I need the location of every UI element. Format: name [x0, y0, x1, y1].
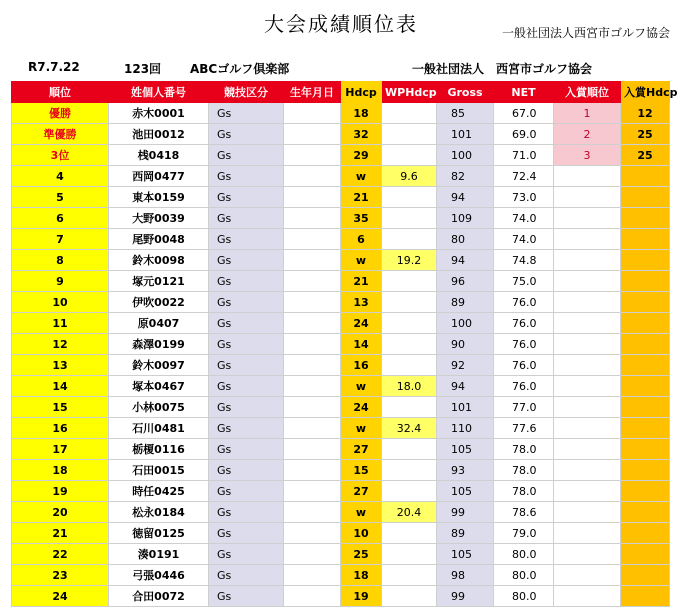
- birth-cell: [284, 355, 341, 376]
- prize-hdcp-cell: [621, 313, 670, 334]
- name-cell: 尾野0048: [109, 229, 209, 250]
- rank-cell: 20: [12, 502, 109, 523]
- category-cell: Gs: [209, 208, 284, 229]
- table-row: [12, 439, 670, 460]
- wphdcp-cell: 19.2: [382, 250, 437, 271]
- birth-cell: [284, 124, 341, 145]
- rank-cell: 4: [12, 166, 109, 187]
- hdcp-cell: 27: [341, 439, 382, 460]
- rank-cell: 10: [12, 292, 109, 313]
- birth-cell: [284, 523, 341, 544]
- organization-name: 一般社団法人西宮市ゴルフ協会: [501, 26, 670, 40]
- wphdcp-cell: [382, 586, 437, 607]
- table-header-row: [12, 82, 670, 103]
- category-cell: Gs: [209, 397, 284, 418]
- rank-cell: 21: [12, 523, 109, 544]
- net-cell: 75.0: [494, 271, 554, 292]
- category-cell: Gs: [209, 586, 284, 607]
- table-row: [12, 565, 670, 586]
- gross-cell: 101: [437, 124, 494, 145]
- prize-hdcp-cell: [621, 586, 670, 607]
- rank-cell: 15: [12, 397, 109, 418]
- hdcp-cell: 29: [341, 145, 382, 166]
- hdcp-cell: 10: [341, 523, 382, 544]
- gross-cell: 89: [437, 523, 494, 544]
- page-title: 大会成績順位表: [264, 12, 418, 36]
- rank-cell: 5: [12, 187, 109, 208]
- net-cell: 77.0: [494, 397, 554, 418]
- hdcp-cell: 32: [341, 124, 382, 145]
- rank-cell: 8: [12, 250, 109, 271]
- hdcp-cell: 18: [341, 565, 382, 586]
- table-row: [12, 523, 670, 544]
- wphdcp-cell: [382, 544, 437, 565]
- table-row: [12, 271, 670, 292]
- net-cell: 77.6: [494, 418, 554, 439]
- rank-cell: 12: [12, 334, 109, 355]
- name-cell: 池田0012: [109, 124, 209, 145]
- net-cell: 76.0: [494, 334, 554, 355]
- net-cell: 67.0: [494, 103, 554, 124]
- net-cell: 76.0: [494, 292, 554, 313]
- prize-hdcp-cell: [621, 397, 670, 418]
- rank-cell: 24: [12, 586, 109, 607]
- prize-rank-cell: [554, 523, 621, 544]
- prize-hdcp-cell: [621, 544, 670, 565]
- rank-cell: 11: [12, 313, 109, 334]
- gross-cell: 85: [437, 103, 494, 124]
- prize-rank-cell: [554, 481, 621, 502]
- prize-rank-cell: [554, 544, 621, 565]
- name-cell: 合田0072: [109, 586, 209, 607]
- name-cell: 塚本0467: [109, 376, 209, 397]
- table-row: [12, 250, 670, 271]
- organizer-name: 一般社団法人 西宮市ゴルフ協会: [412, 62, 593, 76]
- rank-cell: 14: [12, 376, 109, 397]
- name-cell: 東本0159: [109, 187, 209, 208]
- rank-cell: 6: [12, 208, 109, 229]
- category-cell: Gs: [209, 166, 284, 187]
- prize-rank-cell: [554, 271, 621, 292]
- prize-hdcp-cell: [621, 481, 670, 502]
- category-cell: Gs: [209, 292, 284, 313]
- prize-hdcp-cell: 12: [621, 103, 670, 124]
- gross-cell: 92: [437, 355, 494, 376]
- gross-cell: 90: [437, 334, 494, 355]
- table-row: [12, 460, 670, 481]
- header-category: 競技区分: [209, 82, 284, 103]
- category-cell: Gs: [209, 187, 284, 208]
- birth-cell: [284, 187, 341, 208]
- net-cell: 80.0: [494, 586, 554, 607]
- hdcp-cell: w: [341, 166, 382, 187]
- name-cell: 弓張0446: [109, 565, 209, 586]
- rank-cell: 19: [12, 481, 109, 502]
- name-cell: 西岡0477: [109, 166, 209, 187]
- gross-cell: 93: [437, 460, 494, 481]
- rank-cell: 3位: [12, 145, 109, 166]
- prize-hdcp-cell: [621, 502, 670, 523]
- prize-rank-cell: [554, 586, 621, 607]
- table-row: [12, 418, 670, 439]
- birth-cell: [284, 418, 341, 439]
- prize-hdcp-cell: [621, 376, 670, 397]
- category-cell: Gs: [209, 250, 284, 271]
- wphdcp-cell: [382, 124, 437, 145]
- name-cell: 湊0191: [109, 544, 209, 565]
- table-row: [12, 397, 670, 418]
- birth-cell: [284, 586, 341, 607]
- hdcp-cell: 15: [341, 460, 382, 481]
- wphdcp-cell: [382, 397, 437, 418]
- name-cell: 石田0015: [109, 460, 209, 481]
- net-cell: 76.0: [494, 355, 554, 376]
- prize-rank-cell: [554, 250, 621, 271]
- hdcp-cell: 27: [341, 481, 382, 502]
- net-cell: 74.0: [494, 208, 554, 229]
- prize-hdcp-cell: [621, 208, 670, 229]
- event-date: R7.7.22: [28, 60, 80, 74]
- prize-hdcp-cell: 25: [621, 124, 670, 145]
- table-row: [12, 334, 670, 355]
- prize-rank-cell: 1: [554, 103, 621, 124]
- wphdcp-cell: [382, 187, 437, 208]
- net-cell: 72.4: [494, 166, 554, 187]
- wphdcp-cell: [382, 229, 437, 250]
- prize-rank-cell: [554, 502, 621, 523]
- prize-hdcp-cell: [621, 460, 670, 481]
- rank-cell: 9: [12, 271, 109, 292]
- net-cell: 78.0: [494, 439, 554, 460]
- gross-cell: 110: [437, 418, 494, 439]
- name-cell: 鈴木0098: [109, 250, 209, 271]
- header-rank: 順位: [12, 82, 109, 103]
- birth-cell: [284, 250, 341, 271]
- category-cell: Gs: [209, 124, 284, 145]
- gross-cell: 105: [437, 439, 494, 460]
- name-cell: 松永0184: [109, 502, 209, 523]
- gross-cell: 99: [437, 502, 494, 523]
- hdcp-cell: 18: [341, 103, 382, 124]
- birth-cell: [284, 292, 341, 313]
- birth-cell: [284, 103, 341, 124]
- name-cell: 徳留0125: [109, 523, 209, 544]
- birth-cell: [284, 271, 341, 292]
- net-cell: 78.6: [494, 502, 554, 523]
- birth-cell: [284, 208, 341, 229]
- birth-cell: [284, 565, 341, 586]
- prize-hdcp-cell: [621, 250, 670, 271]
- prize-rank-cell: [554, 313, 621, 334]
- wphdcp-cell: [382, 481, 437, 502]
- rank-cell: 準優勝: [12, 124, 109, 145]
- wphdcp-cell: 32.4: [382, 418, 437, 439]
- prize-hdcp-cell: [621, 166, 670, 187]
- birth-cell: [284, 166, 341, 187]
- birth-cell: [284, 397, 341, 418]
- birth-cell: [284, 334, 341, 355]
- net-cell: 74.8: [494, 250, 554, 271]
- hdcp-cell: 24: [341, 313, 382, 334]
- name-cell: 大野0039: [109, 208, 209, 229]
- hdcp-cell: w: [341, 376, 382, 397]
- category-cell: Gs: [209, 145, 284, 166]
- prize-rank-cell: 2: [554, 124, 621, 145]
- wphdcp-cell: 20.4: [382, 502, 437, 523]
- hdcp-cell: 19: [341, 586, 382, 607]
- prize-hdcp-cell: [621, 418, 670, 439]
- wphdcp-cell: [382, 292, 437, 313]
- gross-cell: 82: [437, 166, 494, 187]
- hdcp-cell: 24: [341, 397, 382, 418]
- hdcp-cell: 35: [341, 208, 382, 229]
- net-cell: 73.0: [494, 187, 554, 208]
- prize-hdcp-cell: [621, 523, 670, 544]
- hdcp-cell: 14: [341, 334, 382, 355]
- net-cell: 71.0: [494, 145, 554, 166]
- name-cell: 赤木0001: [109, 103, 209, 124]
- table-row: [12, 586, 670, 607]
- table-row: [12, 313, 670, 334]
- wphdcp-cell: [382, 313, 437, 334]
- category-cell: Gs: [209, 355, 284, 376]
- header-hdcp: Hdcp: [341, 82, 382, 103]
- net-cell: 80.0: [494, 565, 554, 586]
- net-cell: 79.0: [494, 523, 554, 544]
- birth-cell: [284, 229, 341, 250]
- header-wphdcp: WPHdcp: [382, 82, 437, 103]
- category-cell: Gs: [209, 523, 284, 544]
- wphdcp-cell: 18.0: [382, 376, 437, 397]
- prize-rank-cell: [554, 166, 621, 187]
- rank-cell: 13: [12, 355, 109, 376]
- gross-cell: 109: [437, 208, 494, 229]
- prize-rank-cell: 3: [554, 145, 621, 166]
- name-cell: 鈴木0097: [109, 355, 209, 376]
- prize-rank-cell: [554, 565, 621, 586]
- gross-cell: 105: [437, 544, 494, 565]
- category-cell: Gs: [209, 460, 284, 481]
- prize-hdcp-cell: [621, 355, 670, 376]
- category-cell: Gs: [209, 418, 284, 439]
- category-cell: Gs: [209, 565, 284, 586]
- header-prize-hdcp: 入賞Hdcp: [621, 82, 670, 103]
- wphdcp-cell: [382, 355, 437, 376]
- wphdcp-cell: 9.6: [382, 166, 437, 187]
- table-row: [12, 502, 670, 523]
- category-cell: Gs: [209, 229, 284, 250]
- header-gross: Gross: [437, 82, 494, 103]
- gross-cell: 94: [437, 187, 494, 208]
- hdcp-cell: 25: [341, 544, 382, 565]
- prize-rank-cell: [554, 229, 621, 250]
- prize-rank-cell: [554, 418, 621, 439]
- rank-cell: 23: [12, 565, 109, 586]
- course-name: ABCゴルフ倶楽部: [190, 62, 290, 76]
- net-cell: 74.0: [494, 229, 554, 250]
- gross-cell: 89: [437, 292, 494, 313]
- name-cell: 原0407: [109, 313, 209, 334]
- prize-rank-cell: [554, 187, 621, 208]
- name-cell: 石川0481: [109, 418, 209, 439]
- gross-cell: 100: [437, 313, 494, 334]
- table-row: [12, 103, 670, 124]
- table-row: [12, 376, 670, 397]
- prize-rank-cell: [554, 376, 621, 397]
- prize-hdcp-cell: [621, 439, 670, 460]
- prize-hdcp-cell: [621, 229, 670, 250]
- hdcp-cell: 21: [341, 187, 382, 208]
- table-row: [12, 166, 670, 187]
- wphdcp-cell: [382, 460, 437, 481]
- gross-cell: 100: [437, 145, 494, 166]
- table-row: [12, 208, 670, 229]
- hdcp-cell: 16: [341, 355, 382, 376]
- category-cell: Gs: [209, 544, 284, 565]
- table-row: [12, 544, 670, 565]
- category-cell: Gs: [209, 103, 284, 124]
- wphdcp-cell: [382, 439, 437, 460]
- event-round: 123回: [124, 62, 162, 76]
- table-row: [12, 355, 670, 376]
- birth-cell: [284, 460, 341, 481]
- prize-rank-cell: [554, 355, 621, 376]
- birth-cell: [284, 376, 341, 397]
- table-row: [12, 124, 670, 145]
- gross-cell: 101: [437, 397, 494, 418]
- birth-cell: [284, 481, 341, 502]
- prize-hdcp-cell: 25: [621, 145, 670, 166]
- name-cell: 森澤0199: [109, 334, 209, 355]
- prize-hdcp-cell: [621, 565, 670, 586]
- header-prize-rank: 入賞順位: [554, 82, 621, 103]
- net-cell: 69.0: [494, 124, 554, 145]
- prize-hdcp-cell: [621, 334, 670, 355]
- hdcp-cell: w: [341, 418, 382, 439]
- name-cell: 小林0075: [109, 397, 209, 418]
- gross-cell: 96: [437, 271, 494, 292]
- rank-cell: 22: [12, 544, 109, 565]
- gross-cell: 80: [437, 229, 494, 250]
- gross-cell: 99: [437, 586, 494, 607]
- gross-cell: 98: [437, 565, 494, 586]
- name-cell: 桟0418: [109, 145, 209, 166]
- net-cell: 76.0: [494, 313, 554, 334]
- rank-cell: 優勝: [12, 103, 109, 124]
- birth-cell: [284, 145, 341, 166]
- wphdcp-cell: [382, 271, 437, 292]
- hdcp-cell: 13: [341, 292, 382, 313]
- birth-cell: [284, 544, 341, 565]
- rank-cell: 17: [12, 439, 109, 460]
- name-cell: 伊吹0022: [109, 292, 209, 313]
- hdcp-cell: w: [341, 502, 382, 523]
- prize-rank-cell: [554, 397, 621, 418]
- category-cell: Gs: [209, 481, 284, 502]
- table-row: [12, 187, 670, 208]
- header-birth: 生年月日: [284, 82, 341, 103]
- category-cell: Gs: [209, 271, 284, 292]
- gross-cell: 94: [437, 376, 494, 397]
- birth-cell: [284, 313, 341, 334]
- table-row: [12, 292, 670, 313]
- category-cell: Gs: [209, 313, 284, 334]
- net-cell: 76.0: [494, 376, 554, 397]
- wphdcp-cell: [382, 523, 437, 544]
- name-cell: 時任0425: [109, 481, 209, 502]
- birth-cell: [284, 502, 341, 523]
- prize-rank-cell: [554, 292, 621, 313]
- wphdcp-cell: [382, 334, 437, 355]
- net-cell: 80.0: [494, 544, 554, 565]
- net-cell: 78.0: [494, 481, 554, 502]
- category-cell: Gs: [209, 334, 284, 355]
- name-cell: 栃榎0116: [109, 439, 209, 460]
- hdcp-cell: w: [341, 250, 382, 271]
- table-row: [12, 145, 670, 166]
- rank-cell: 7: [12, 229, 109, 250]
- prize-rank-cell: [554, 460, 621, 481]
- category-cell: Gs: [209, 502, 284, 523]
- hdcp-cell: 6: [341, 229, 382, 250]
- prize-rank-cell: [554, 439, 621, 460]
- birth-cell: [284, 439, 341, 460]
- header-name: 姓個人番号: [109, 82, 209, 103]
- gross-cell: 94: [437, 250, 494, 271]
- net-cell: 78.0: [494, 460, 554, 481]
- gross-cell: 105: [437, 481, 494, 502]
- category-cell: Gs: [209, 439, 284, 460]
- prize-hdcp-cell: [621, 292, 670, 313]
- name-cell: 塚元0121: [109, 271, 209, 292]
- header-net: NET: [494, 82, 554, 103]
- wphdcp-cell: [382, 208, 437, 229]
- hdcp-cell: 21: [341, 271, 382, 292]
- wphdcp-cell: [382, 103, 437, 124]
- prize-rank-cell: [554, 208, 621, 229]
- table-row: [12, 481, 670, 502]
- wphdcp-cell: [382, 565, 437, 586]
- rank-cell: 18: [12, 460, 109, 481]
- rank-cell: 16: [12, 418, 109, 439]
- results-table: [11, 81, 678, 607]
- prize-hdcp-cell: [621, 271, 670, 292]
- prize-rank-cell: [554, 334, 621, 355]
- category-cell: Gs: [209, 376, 284, 397]
- wphdcp-cell: [382, 145, 437, 166]
- prize-hdcp-cell: [621, 187, 670, 208]
- table-row: [12, 229, 670, 250]
